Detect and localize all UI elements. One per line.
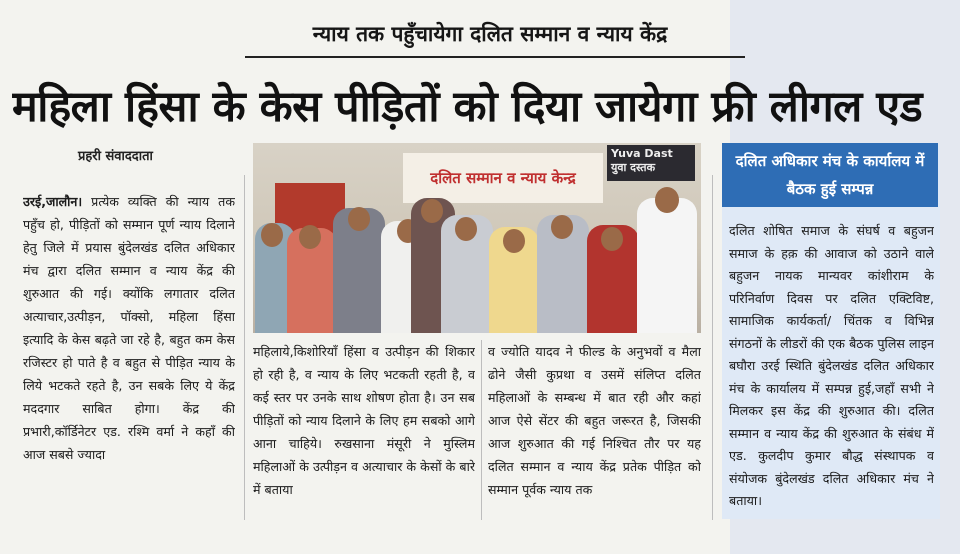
person-head	[551, 215, 573, 239]
dateline: उरई,जालौन।	[23, 194, 83, 209]
person-head	[261, 223, 283, 247]
photo-corner-sign: Yuva Dast युवा दस्तक	[607, 145, 695, 181]
person-head	[421, 199, 443, 223]
kicker-headline: न्याय तक पहुँचायेगा दलित सम्मान व न्याय केंद्र	[312, 22, 668, 46]
person-head	[299, 225, 321, 249]
column-divider	[712, 175, 713, 520]
byline: प्रहरी संवाददाता	[78, 149, 153, 164]
news-photo	[253, 143, 701, 333]
article-column-2: महिलाये,किशोरियाँ हिंसा व उत्पीड़न की शिकार हो रही है, व न्याय के लिए भटकती रहती है, व कई स्तर पर उनके साथ शोषण होता है। उन सब पीड़ितों को न्याय दिलाने के लिए हम सबको आगे आना चाहिये। रुखसाना मंसूरी ने मुस्लिम महिलाओं के उत्पीड़न व अत्याचार के केसों के बारे में बताया	[253, 344, 475, 497]
person-head	[655, 187, 679, 213]
article-column-1	[23, 190, 235, 530]
article-column-3: व ज्योति यादव ने फील्ड के अनुभवों व मैला ढोने जैसी कुप्रथा व उसमें संलिप्त दलित महिलाओं के सम्बन्ध में बात रही और कहां आज ऐसे सेंटर की बहुत जरूरत है, जिसकी आज शुरुआत की गई निश्चित तौर पर यह दलित सम्मान व न्याय केंद्र प्रतेक पीड़ित को सम्मान पूर्वक न्याय तक	[488, 344, 701, 497]
person-head	[601, 227, 623, 251]
photo-banner: दलित सम्मान व न्याय केन्द्र	[403, 153, 603, 203]
sidebar-article: दलित शोषित समाज के संघर्ष व बहुजन समाज के हक़ की आवाज को उठाने वाले बहुजन नायक मान्यवर कांशीराम के परिनिर्वाण दिवस पर दलित एक्टिविष्ट, सामाजिक कार्यकर्ता/ चिंतक व विभिन्न संगठनों के लीडरों की एक बैठक पुलिस लाइन बघौरा उरई स्थिति बुंदेलखंड दलित अधिकार मंच के कार्यालय में सम्पन्न हुई,जहाँ सभी ने मिलकर इस केंद्र की शुरुआत की। दलित सम्मान व न्याय केंद्र की शुरुआत के संबंध में एड. कुलदीप कुमार बौद्ध संस्थापक व संयोजक बुंदेलखंड दलित अधिकार मंच ने बताया।	[729, 223, 934, 508]
article-text: प्रत्येक व्यक्ति की न्याय तक पहुँच हो, पीड़ितों को सम्मान पूर्ण न्याय दिलाने हेतु जिले में प्रयास बुंदेलखंड दलित अधिकार मंच द्वारा दलित सम्मान व न्याय केंद्र की शुरुआत की गई। क्योंकि लगातार दलित अत्याचार,उत्पीड़न, पॉक्सो, महिला हिंसा इत्यादि के केस बढ़ते जा रहे है, बहुत कम केस रजिस्टर हो पाते है व बहुत से पीड़ित न्याय के लिये भटकते रहते है, उन सबके लिए ये केंद्र मददगार साबित होगा। केंद्र की प्रभारी,कॉर्डिनेटर एड. रश्मि वर्मा ने कहाँ की आज सबसे ज्यादा	[23, 194, 235, 462]
kicker-underline	[245, 56, 745, 58]
column-divider	[481, 340, 482, 520]
person-head	[348, 207, 370, 231]
person-head	[503, 229, 525, 253]
sidebar-headline: दलित अधिकार मंच के कार्यालय में बैठक हुई सम्पन्न	[722, 143, 938, 207]
person-head	[455, 217, 477, 241]
column-divider	[244, 175, 245, 520]
person-figure	[637, 198, 697, 333]
main-headline: महिला हिंसा के केस पीड़ितों को दिया जायेगा फ्री लीगल एड	[12, 82, 923, 132]
